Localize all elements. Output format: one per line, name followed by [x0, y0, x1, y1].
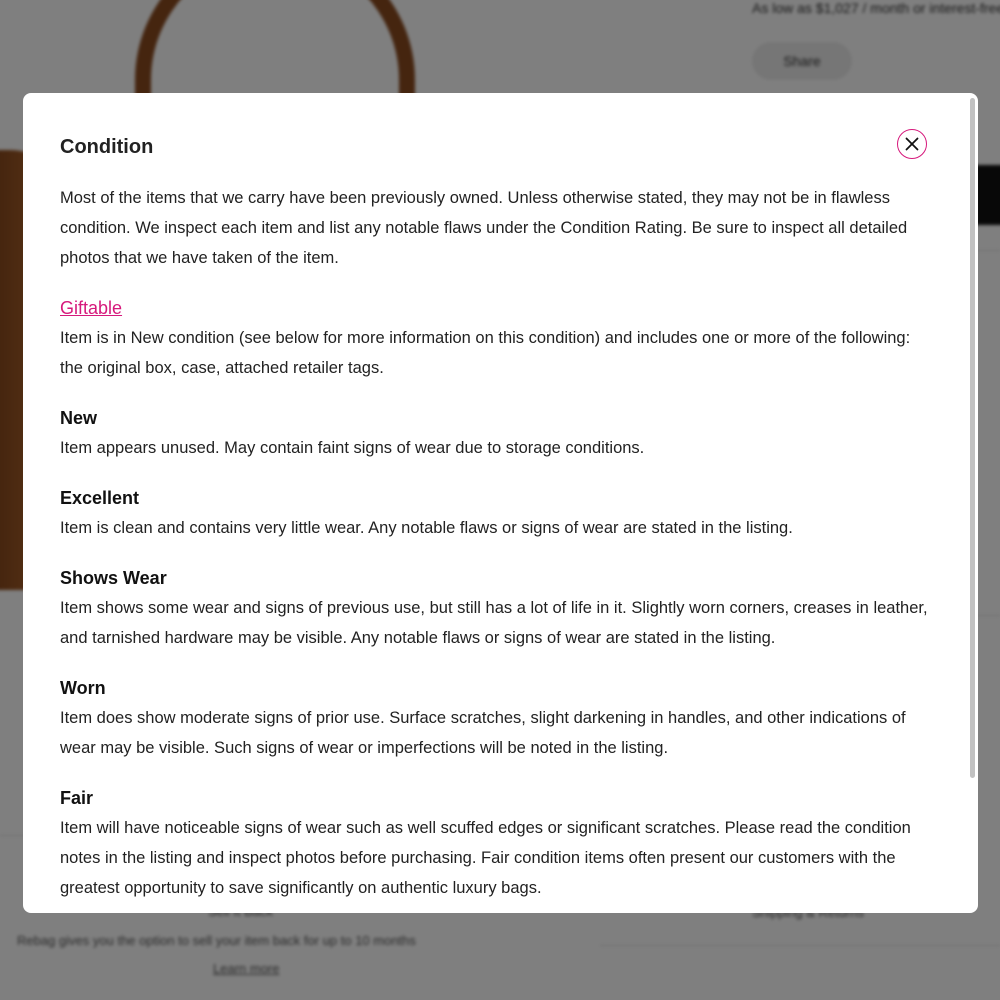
condition-giftable [60, 293, 930, 383]
close-icon [905, 137, 919, 151]
scrollbar-thumb[interactable] [970, 98, 975, 778]
shows-wear-description: Item shows some wear and signs of previous use, but still has a lot of life in it. Slightly worn corners, creases in leather, and tarnished hardware may be visible. Any notable flaws or signs of wear are stated in the listing. [60, 599, 928, 647]
new-heading: New [60, 408, 98, 428]
giftable-description: Item is in New condition (see below for more information on this condition) and includes one or more of the following: the original box, case, attached retailer tags. [60, 329, 911, 377]
condition-fair [60, 783, 930, 903]
worn-description: Item does show moderate signs of prior use. Surface scratches, slight darkening in handles, and other indications of wear may be visible. Such signs of wear or imperfections will be noted in the listing. [60, 709, 906, 757]
condition-shows-wear [60, 563, 930, 653]
modal-scroll-area[interactable] [23, 93, 978, 913]
close-button[interactable] [897, 129, 927, 159]
scrollbar[interactable] [968, 93, 978, 913]
excellent-description: Item is clean and contains very little wear. Any notable flaws or signs of wear are stated in the listing. [60, 519, 793, 537]
worn-heading: Worn [60, 678, 106, 698]
condition-new [60, 403, 930, 463]
condition-worn [60, 673, 930, 763]
modal-title: Condition [60, 136, 154, 158]
new-description: Item appears unused. May contain faint signs of wear due to storage conditions. [60, 439, 645, 457]
intro-text: Most of the items that we carry have been previously owned. Unless otherwise stated, they may not be in flawless condition. We inspect each item and list any notable flaws under the Condition Rating. Be sure to inspect all detailed photos that we have taken of the item. [60, 189, 908, 267]
condition-modal [23, 93, 978, 913]
fair-description: Item will have noticeable signs of wear such as well scuffed edges or significant scratches. Please read the condition notes in the listing and inspect photos before purchasing. Fair condition items often present our customers with the greatest opportunity to save significantly on authentic luxury bags. [60, 819, 911, 897]
modal-content [60, 133, 930, 903]
excellent-heading: Excellent [60, 488, 140, 508]
fair-heading: Fair [60, 788, 94, 808]
condition-excellent [60, 483, 930, 543]
giftable-link[interactable]: Giftable [60, 298, 123, 318]
shows-wear-heading: Shows Wear [60, 568, 167, 588]
